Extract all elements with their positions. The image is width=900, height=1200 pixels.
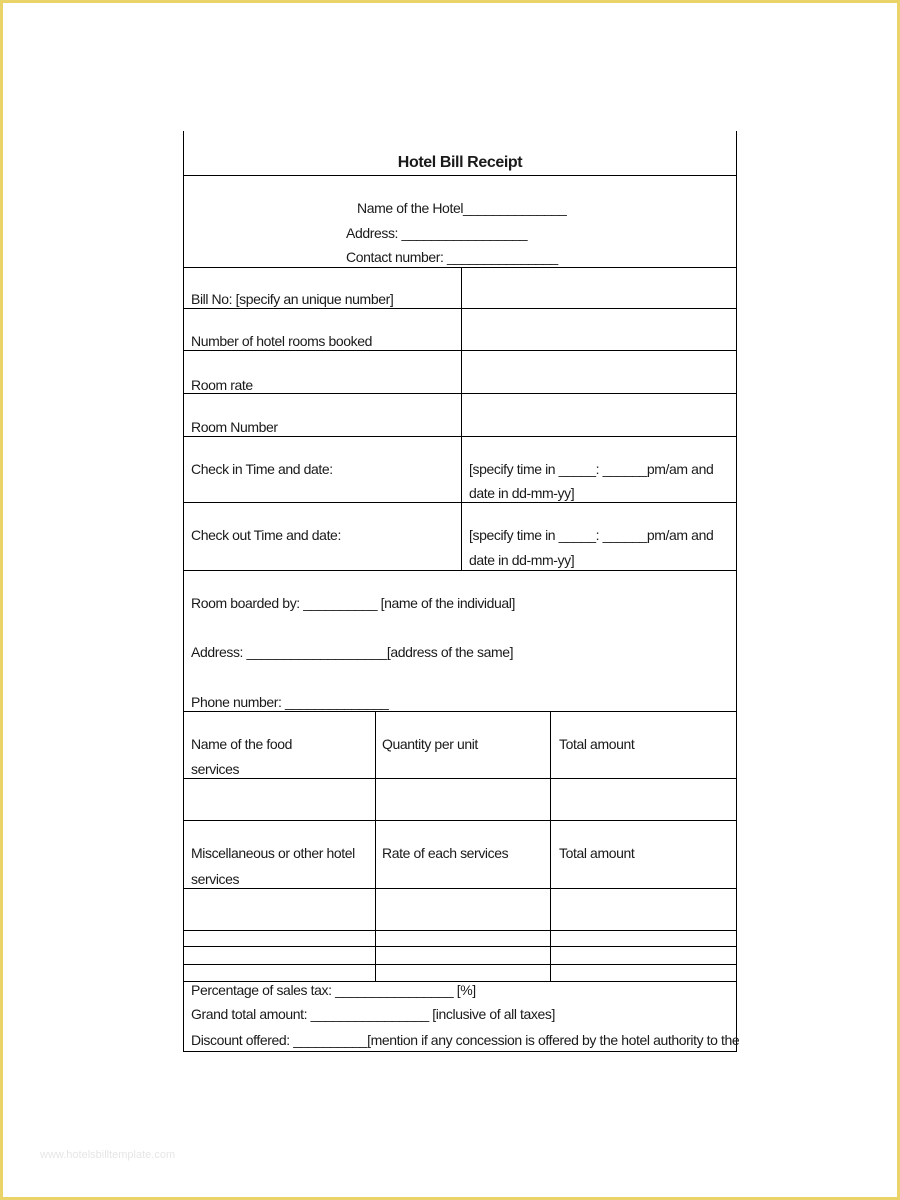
watermark-text: www.hotelsbilltemplate.com (40, 1149, 176, 1161)
receipt-document (183, 131, 740, 1052)
check-out-label: Check out Time and date: (191, 527, 341, 543)
rule (183, 350, 737, 351)
hotel-address-field: Address: _________________ (346, 225, 528, 241)
right-border (736, 131, 737, 1052)
food-header-name-line1: Name of the food (191, 736, 292, 752)
bottom-rule (183, 1051, 737, 1052)
food-header-quantity: Quantity per unit (382, 736, 478, 752)
rule (183, 711, 737, 712)
hotel-name-field: Name of the Hotel______________ (357, 200, 567, 216)
bill-no-label: Bill No: [specify an unique number] (191, 291, 394, 307)
services-column-divider (550, 711, 551, 981)
grand-total-field: Grand total amount: ________________ [inclusive of all taxes] (191, 1006, 555, 1022)
rule (183, 175, 737, 176)
room-rate-label: Room rate (191, 377, 253, 393)
boarded-by-field: Room boarded by: __________ [name of the individual] (191, 595, 515, 611)
sales-tax-field: Percentage of sales tax: ________________ [%] (191, 982, 476, 998)
rule (183, 820, 737, 821)
misc-header-name-line1: Miscellaneous or other hotel (191, 845, 355, 861)
check-in-value-line2: date in dd-mm-yy] (469, 485, 575, 501)
room-number-label: Room Number (191, 419, 278, 435)
boarder-address-field: Address: ___________________[address of the same] (191, 644, 514, 660)
rule (183, 502, 737, 503)
rule (183, 393, 737, 394)
hotel-contact-field: Contact number: _______________ (346, 249, 558, 265)
discount-field: Discount offered: __________[mention if any concession is offered by the hotel authority to the (191, 1032, 740, 1048)
check-in-label: Check in Time and date: (191, 461, 333, 477)
check-in-value-line1: [specify time in _____: ______pm/am and (469, 461, 714, 477)
rule (183, 570, 737, 571)
rule (183, 930, 737, 931)
food-header-name-line2: services (191, 761, 240, 777)
rule (183, 946, 737, 947)
rule (183, 778, 737, 779)
rule (183, 888, 737, 889)
misc-header-total: Total amount (559, 845, 635, 861)
left-border (183, 131, 184, 1052)
document-title: Hotel Bill Receipt (397, 154, 523, 171)
services-column-divider (375, 711, 376, 981)
check-out-value-line1: [specify time in _____: ______pm/am and (469, 527, 714, 543)
misc-header-rate: Rate of each services (382, 845, 509, 861)
phone-number-field: Phone number: ______________ (191, 694, 389, 710)
details-column-divider (461, 267, 462, 570)
check-out-value-line2: date in dd-mm-yy] (469, 552, 575, 568)
rule (183, 436, 737, 437)
rule (183, 308, 737, 309)
rule (183, 964, 737, 965)
food-header-total: Total amount (559, 736, 635, 752)
rule (183, 267, 737, 268)
misc-header-name-line2: services (191, 871, 240, 887)
rooms-booked-label: Number of hotel rooms booked (191, 333, 373, 349)
